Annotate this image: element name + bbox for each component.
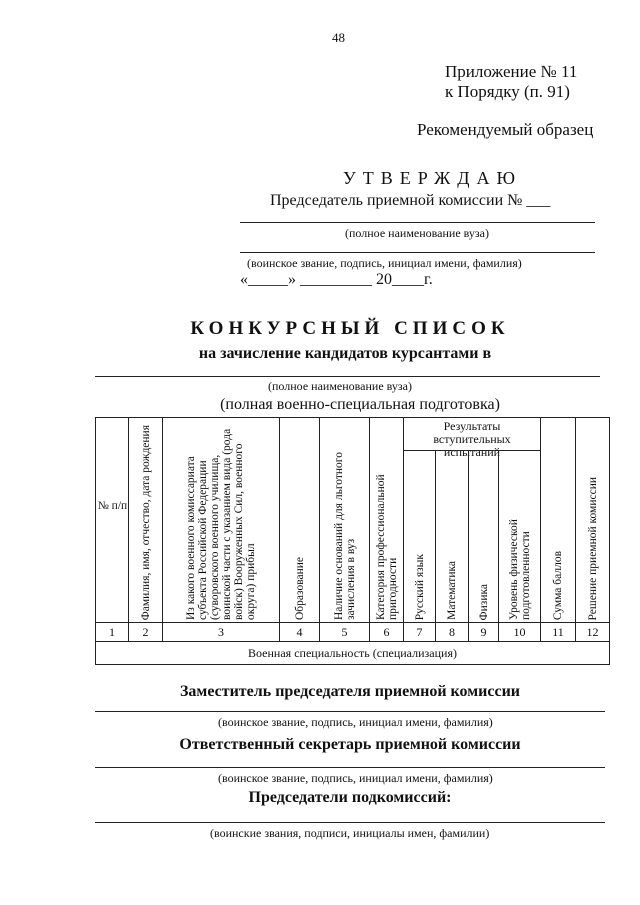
col-num-9-label: 9 bbox=[480, 625, 487, 639]
header-sum bbox=[540, 417, 575, 622]
col-num-7-label: 7 bbox=[416, 625, 423, 639]
list-title: КОНКУРСНЫЙ СПИСОК bbox=[190, 318, 510, 339]
col-num-10-label: 10 bbox=[513, 625, 526, 639]
deputy-signature-line bbox=[95, 711, 605, 712]
col-num-12 bbox=[575, 622, 610, 641]
specialty-row bbox=[95, 641, 610, 665]
university-caption: (полное наименование вуза) bbox=[345, 226, 489, 240]
subcommittees-caption: (воинские звания, подписи, инициалы имен, фамилии) bbox=[210, 826, 490, 840]
appendix-reference: к Порядку (п. 91) bbox=[445, 82, 570, 101]
header-fio-label: Фамилия, имя, отчество, дата рождения bbox=[139, 424, 152, 620]
competition-table bbox=[95, 417, 610, 665]
col-num-12-label: 12 bbox=[586, 625, 599, 639]
signature-caption: (воинское звание, подпись, инициал имени, фамилия) bbox=[247, 256, 522, 270]
col-num-3 bbox=[162, 622, 279, 641]
header-education bbox=[279, 417, 319, 622]
col-num-5 bbox=[319, 622, 369, 641]
deputy-caption: (воинское звание, подпись, инициал имени, фамилия) bbox=[218, 715, 493, 729]
page-number: 48 bbox=[332, 30, 345, 45]
col-num-9 bbox=[468, 622, 498, 641]
col-num-2-label: 2 bbox=[142, 625, 149, 639]
header-math bbox=[435, 450, 468, 622]
header-category-label: Категория профессиональной пригодности bbox=[374, 474, 399, 620]
recommended-sample-label: Рекомендуемый образец bbox=[417, 120, 594, 139]
subcommittees-heading: Председатели подкомиссий: bbox=[248, 789, 452, 806]
specialty-row-label: Военная специальность (специализация) bbox=[248, 646, 457, 660]
approve-title: УТВЕРЖДАЮ bbox=[343, 168, 523, 188]
list-university-line bbox=[95, 376, 600, 377]
header-physics bbox=[468, 450, 498, 622]
signature-line bbox=[240, 252, 595, 253]
header-from-where-label: Из какого военного комиссариата субъекта Российской Федерации (суворовского военного училища, воинской части с указанием вида (рода войск) Вооруженных Сил, военного округа) прибыл bbox=[185, 428, 257, 620]
secretary-heading: Ответственный секретарь приемной комиссии bbox=[179, 736, 521, 753]
appendix-number: Приложение № 11 bbox=[445, 62, 578, 81]
header-decision-label: Решение приемной комиссии bbox=[586, 476, 599, 620]
col-num-8 bbox=[435, 622, 468, 641]
header-results-group bbox=[403, 417, 540, 459]
secretary-signature-line bbox=[95, 767, 605, 768]
secretary-caption: (воинское звание, подпись, инициал имени, фамилия) bbox=[218, 771, 493, 785]
header-fitness-label: Уровень физической подготовленности bbox=[507, 519, 532, 620]
header-category bbox=[369, 417, 403, 622]
header-fitness bbox=[498, 450, 540, 622]
list-subtitle: на зачисление кандидатов курсантами в bbox=[198, 345, 492, 362]
col-num-5-label: 5 bbox=[341, 625, 348, 639]
col-num-11 bbox=[540, 622, 575, 641]
col-num-11-label: 11 bbox=[552, 625, 564, 639]
approval-date: «_____» _________ 20____г. bbox=[240, 271, 433, 288]
col-num-4 bbox=[279, 622, 319, 641]
list-university-caption: (полное наименование вуза) bbox=[268, 379, 412, 393]
header-education-label: Образование bbox=[293, 556, 306, 620]
header-decision bbox=[575, 417, 610, 622]
col-num-4-label: 4 bbox=[296, 625, 303, 639]
header-russian-label: Русский язык bbox=[413, 553, 426, 620]
col-num-3-label: 3 bbox=[218, 625, 224, 639]
chairman-line: Председатель приемной комиссии № ___ bbox=[270, 192, 551, 209]
col-num-1-label: 1 bbox=[109, 625, 115, 639]
university-line bbox=[240, 222, 595, 223]
header-sum-label: Сумма баллов bbox=[552, 550, 564, 620]
header-privileges-label: Наличие оснований для льготного зачисления в вуз bbox=[332, 452, 357, 620]
header-results-label: Результаты вступительных испытаний bbox=[433, 419, 511, 459]
header-from-where bbox=[162, 417, 279, 622]
header-physics-label: Физика bbox=[477, 583, 490, 620]
col-num-1 bbox=[95, 622, 128, 641]
header-num bbox=[95, 417, 128, 622]
header-num-label: № п/п bbox=[97, 500, 128, 512]
header-math-label: Математика bbox=[446, 561, 458, 620]
deputy-chairman-heading: Заместитель председателя приемной комиссии bbox=[179, 683, 520, 700]
col-num-10 bbox=[498, 622, 540, 641]
col-num-6-label: 6 bbox=[383, 625, 390, 639]
header-fio bbox=[128, 417, 162, 622]
col-num-2 bbox=[128, 622, 162, 641]
header-russian bbox=[403, 450, 435, 622]
col-num-6 bbox=[369, 622, 403, 641]
col-num-8-label: 8 bbox=[449, 625, 455, 639]
training-subheading: (полная военно-специальная подготовка) bbox=[220, 396, 500, 413]
col-num-7 bbox=[403, 622, 435, 641]
header-privileges bbox=[319, 417, 369, 622]
subcommittees-signature-line bbox=[95, 822, 605, 823]
